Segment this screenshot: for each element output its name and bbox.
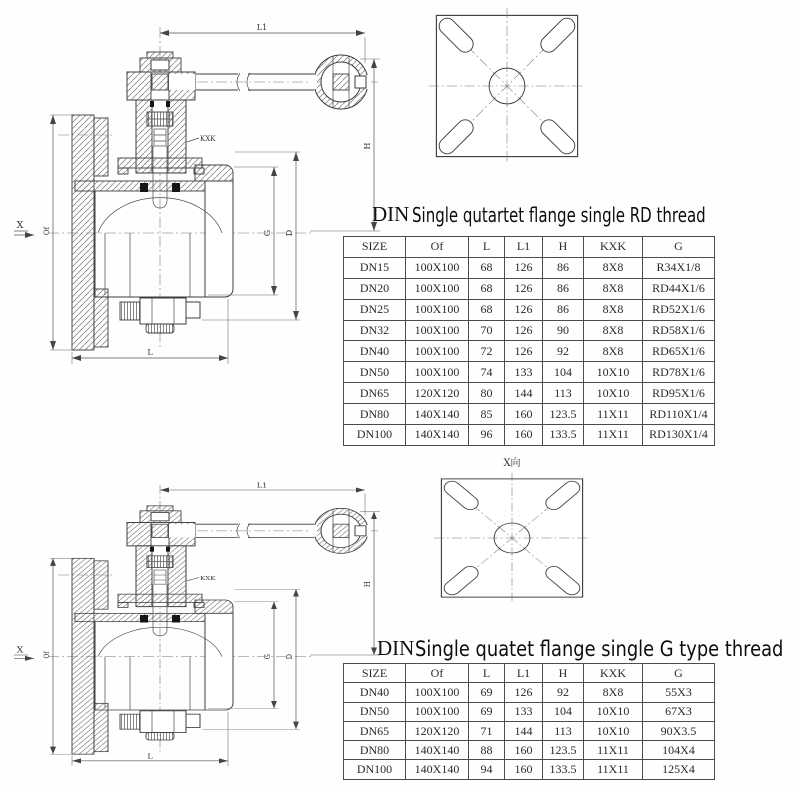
table-header-cell: H [543,237,584,258]
dimension-table-rd-thread [343,236,715,446]
dimension-table-g-thread [343,663,715,780]
table-cell: 140X140 [406,760,469,779]
table-cell: 133 [505,362,543,383]
table-cell: 86 [543,257,584,278]
table-cell: 88 [469,741,505,760]
table-cell: 100X100 [406,257,469,278]
bottom-nut-assembly [120,711,200,740]
table-cell: 10X10 [584,721,643,740]
section-title-rd-thread [372,202,797,227]
title-text: Single qutartet flange single RD thread [412,203,706,227]
table-cell: RD44X1/6 [643,278,715,299]
flange-face [429,8,585,164]
title-text: Single quatet flange single G type thread [415,637,784,661]
table-cell: 104 [543,702,584,721]
table-header-cell: H [543,664,584,683]
table-cell: RD78X1/6 [643,362,715,383]
table-cell: 126 [505,341,543,362]
table-cell: DN65 [344,383,406,404]
table-cell: 8X8 [584,341,643,362]
table-cell: 160 [505,741,543,760]
dim-label-l: L [147,751,153,761]
table-cell: 126 [505,299,543,320]
table-cell: 86 [543,299,584,320]
table-cell: 100X100 [406,278,469,299]
table-row [344,383,715,404]
table-cell: 11X11 [584,741,643,760]
table-cell: 8X8 [584,299,643,320]
table-cell: RD65X1/6 [643,341,715,362]
square-flange-face-view-top [427,6,587,166]
table-row [344,320,715,341]
table-cell: DN80 [344,741,406,760]
table-cell: 100X100 [406,341,469,362]
table-cell: 113 [543,721,584,740]
table-cell: 100X100 [406,683,469,702]
table-cell: 55X3 [643,683,715,702]
dim-label-l: L [147,348,153,357]
dim-label-d: D [284,653,295,660]
table-row [344,257,715,278]
table-cell: 125X4 [643,760,715,779]
table-cell: 126 [505,683,543,702]
dim-label-d: D [285,229,294,237]
table-header-cell: KXK [584,237,643,258]
table-cell: 72 [469,341,505,362]
table-row [344,741,715,760]
table-header-cell: SIZE [344,237,406,258]
table-header-cell: Of [406,237,469,258]
table-cell: 11X11 [584,760,643,779]
table-row [344,341,715,362]
table-cell: DN40 [344,683,406,702]
table-cell: 10X10 [584,702,643,721]
table-cell: RD110X1/4 [643,404,715,425]
table-cell: 144 [505,721,543,740]
table-cell: 86 [543,278,584,299]
dim-label-g: G [263,229,272,237]
table-header-cell: KXK [584,664,643,683]
table-cell: 126 [505,320,543,341]
table-cell: DN100 [344,760,406,779]
square-flange-face-view-bottom [432,471,592,605]
valve-body [75,600,233,710]
table-cell: 113 [543,383,584,404]
table-cell: 92 [543,683,584,702]
table-header-row [344,237,715,258]
table-header-cell: L1 [505,237,543,258]
table-cell: 68 [469,257,505,278]
table-cell: 104 [543,362,584,383]
table-cell: 133 [505,702,543,721]
table-cell: 69 [469,683,505,702]
table-cell: 140X140 [406,404,469,425]
stem-seal-right [172,615,180,623]
valve-cross-section-drawing-top [0,15,400,375]
table-cell: DN65 [344,721,406,740]
dim-label-kxk: KXK [200,135,216,143]
table-cell: 11X11 [584,425,643,446]
table-cell: 10X10 [584,362,643,383]
dim-label-l1: L1 [256,23,268,32]
table-cell: R34X1/8 [643,257,715,278]
table-cell: 123.5 [543,741,584,760]
table-cell: DN50 [344,362,406,383]
table-cell: 8X8 [584,320,643,341]
handle-knob [311,55,371,109]
table-row [344,425,715,446]
table-row [344,299,715,320]
table-cell: 90 [543,320,584,341]
table-cell: 94 [469,760,505,779]
table-cell: 96 [469,425,505,446]
left-flange [72,558,108,754]
valve-cross-section-drawing-bottom [0,475,400,775]
table-cell: RD130X1/4 [643,425,715,446]
table-cell: 85 [469,404,505,425]
table-cell: 140X140 [406,425,469,446]
table-cell: DN25 [344,299,406,320]
table-cell: DN32 [344,320,406,341]
table-cell: 160 [505,404,543,425]
table-header-cell: L [469,664,505,683]
table-header-cell: G [643,237,715,258]
table-row [344,683,715,702]
table-cell: DN15 [344,257,406,278]
dim-label-h: H [362,581,373,588]
table-cell: 90X3.5 [643,721,715,740]
table-cell: 68 [469,299,505,320]
table-cell: 104X4 [643,741,715,760]
stem-seal-left [140,183,148,192]
flange-face [434,473,590,604]
dim-label-of: Of [43,226,51,236]
table-cell: DN40 [344,341,406,362]
table-row [344,362,715,383]
dim-label-g: G [262,654,273,660]
valve-body [75,165,233,297]
table-cell: 74 [469,362,505,383]
table-cell: 100X100 [406,320,469,341]
dim-label-l1: L1 [256,481,268,490]
table-cell: 126 [505,257,543,278]
table-header-cell: G [643,664,715,683]
table-row [344,404,715,425]
table-cell: 120X120 [406,383,469,404]
table-cell: 8X8 [584,683,643,702]
table-header-row [344,664,715,683]
table-cell: 100X100 [406,702,469,721]
table-cell: 100X100 [406,362,469,383]
table-cell: DN80 [344,404,406,425]
table-cell: 160 [505,760,543,779]
table-row [344,702,715,721]
table-cell: 140X140 [406,741,469,760]
bottom-nut-assembly [120,298,200,333]
section-title-g-thread [377,636,797,661]
table-cell: 144 [505,383,543,404]
table-cell: RD58X1/6 [643,320,715,341]
table-cell: 68 [469,278,505,299]
table-header-cell: L1 [505,664,543,683]
table-header-cell: L [469,237,505,258]
dim-label-of: Of [42,651,52,659]
table-cell: 8X8 [584,257,643,278]
table-cell: 70 [469,320,505,341]
table-cell: 92 [543,341,584,362]
dim-label-h: H [363,142,372,150]
table-cell: 126 [505,278,543,299]
table-cell: 80 [469,383,505,404]
table-cell: 8X8 [584,278,643,299]
table-cell: 133.5 [543,425,584,446]
table-row [344,760,715,779]
table-cell: RD95X1/6 [643,383,715,404]
table-header-cell: SIZE [344,664,406,683]
table-cell: 10X10 [584,383,643,404]
table-header-cell: Of [406,664,469,683]
dim-label-kxk: KXK [200,574,216,582]
table-cell: DN20 [344,278,406,299]
table-cell: DN50 [344,702,406,721]
view-direction-label: X [16,220,24,231]
table-cell: DN100 [344,425,406,446]
table-cell: 69 [469,702,505,721]
table-cell: 67X3 [643,702,715,721]
table-cell: 11X11 [584,404,643,425]
table-cell: 100X100 [406,299,469,320]
handle-knob [311,508,371,553]
table-cell: 120X120 [406,721,469,740]
view-direction-label: X [16,646,24,656]
table-cell: 133.5 [543,760,584,779]
title-prefix: DIN [377,636,415,660]
flange-view-direction-label: X向 [503,458,521,469]
table-cell: 71 [469,721,505,740]
stem-seal-right [172,183,180,192]
table-cell: 123.5 [543,404,584,425]
table-row [344,721,715,740]
table-cell: RD52X1/6 [643,299,715,320]
table-row [344,278,715,299]
stem-seal-left [140,615,148,623]
title-prefix: DIN [372,202,410,226]
table-cell: 160 [505,425,543,446]
left-flange [72,115,108,350]
